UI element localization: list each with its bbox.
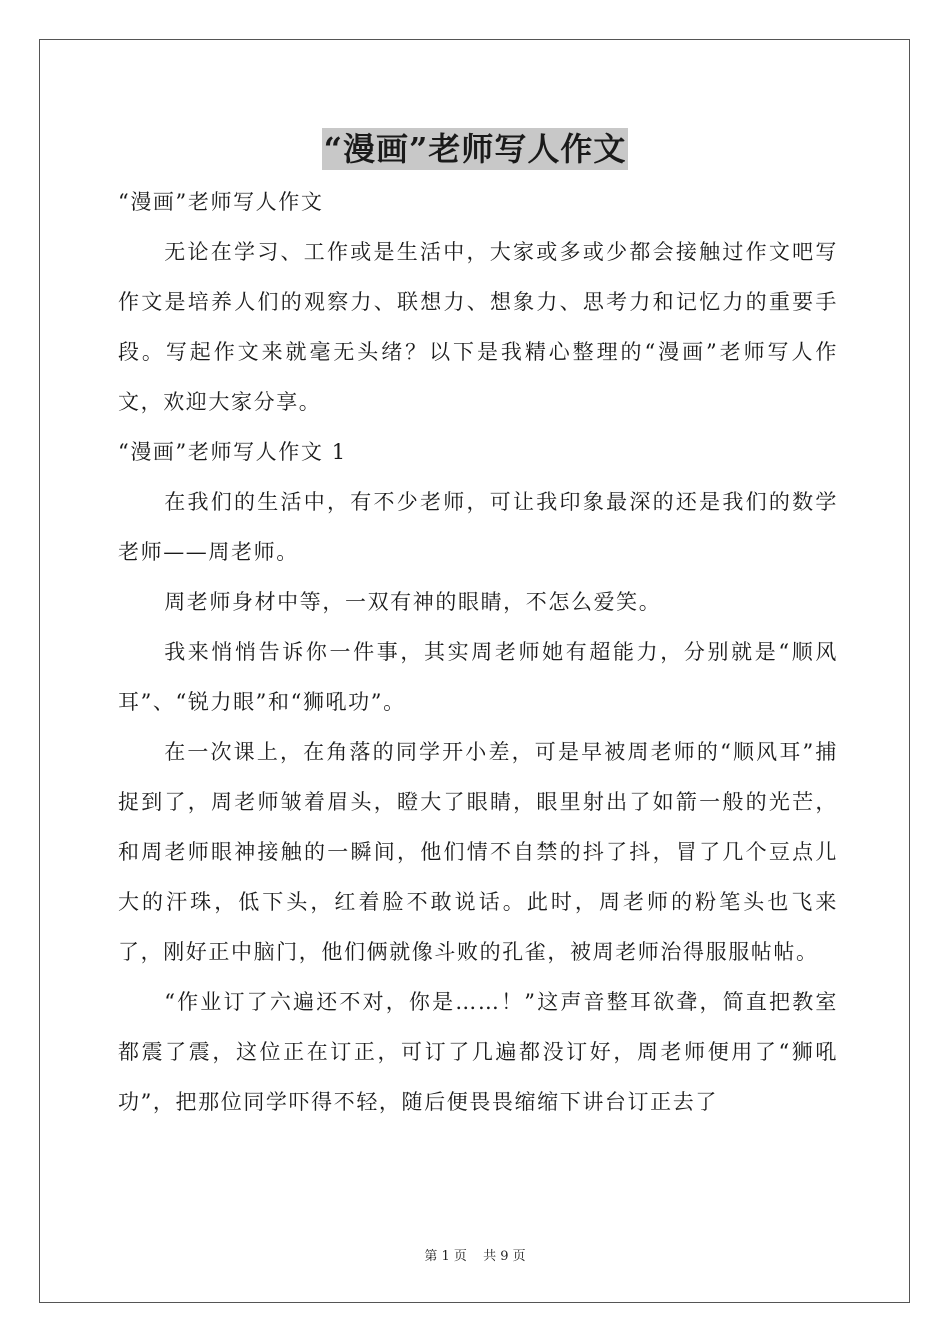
body-paragraph: 我来悄悄告诉你一件事，其实周老师她有超能力，分别就是“顺风耳”、“锐力眼”和“狮吼功”。 — [118, 640, 838, 714]
body-paragraph: “作业订了六遍还不对，你是……！”这声音整耳欲聋，简直把教室都震了震，这位正在订正，可订了几遍都没订好，周老师便用了“狮吼功”，把那位同学吓得不轻，随后便畏畏缩缩下讲台订正去了 — [118, 990, 838, 1114]
section-heading: “漫画”老师写人作文 1 — [118, 440, 347, 464]
subtitle-paragraph: “漫画”老师写人作文 — [118, 190, 324, 214]
page-total: 共 9 页 — [483, 1249, 526, 1264]
body-paragraph: 在一次课上，在角落的同学开小差，可是早被周老师的“顺风耳”捕捉到了，周老师皱着眉头，瞪大了眼睛，眼里射出了如箭一般的光芒，和周老师眼神接触的一瞬间，他们情不自禁的抖了抖，冒了几个豆点儿大的汗珠，低下头，红着脸不敢说话。此时，周老师的粉笔头也飞来了，刚好正中脑门，他们俩就像斗败的孔雀，被周老师治得服服帖帖。 — [118, 740, 838, 964]
document-title: “漫画”老师写人作文 — [323, 130, 627, 168]
page-footer — [0, 1248, 950, 1266]
page-number: 第 1 页 — [424, 1249, 467, 1264]
document-body — [118, 177, 838, 1127]
intro-paragraph: 无论在学习、工作或是生活中，大家或多或少都会接触过作文吧写作文是培养人们的观察力、联想力、想象力、思考力和记忆力的重要手段。写起作文来就毫无头绪？以下是我精心整理的“漫画”老师写人作文，欢迎大家分享。 — [118, 240, 838, 414]
body-paragraph: 在我们的生活中，有不少老师，可让我印象最深的还是我们的数学老师——周老师。 — [118, 490, 838, 564]
title-container — [0, 128, 950, 170]
body-paragraph: 周老师身材中等，一双有神的眼睛，不怎么爱笑。 — [164, 590, 662, 614]
